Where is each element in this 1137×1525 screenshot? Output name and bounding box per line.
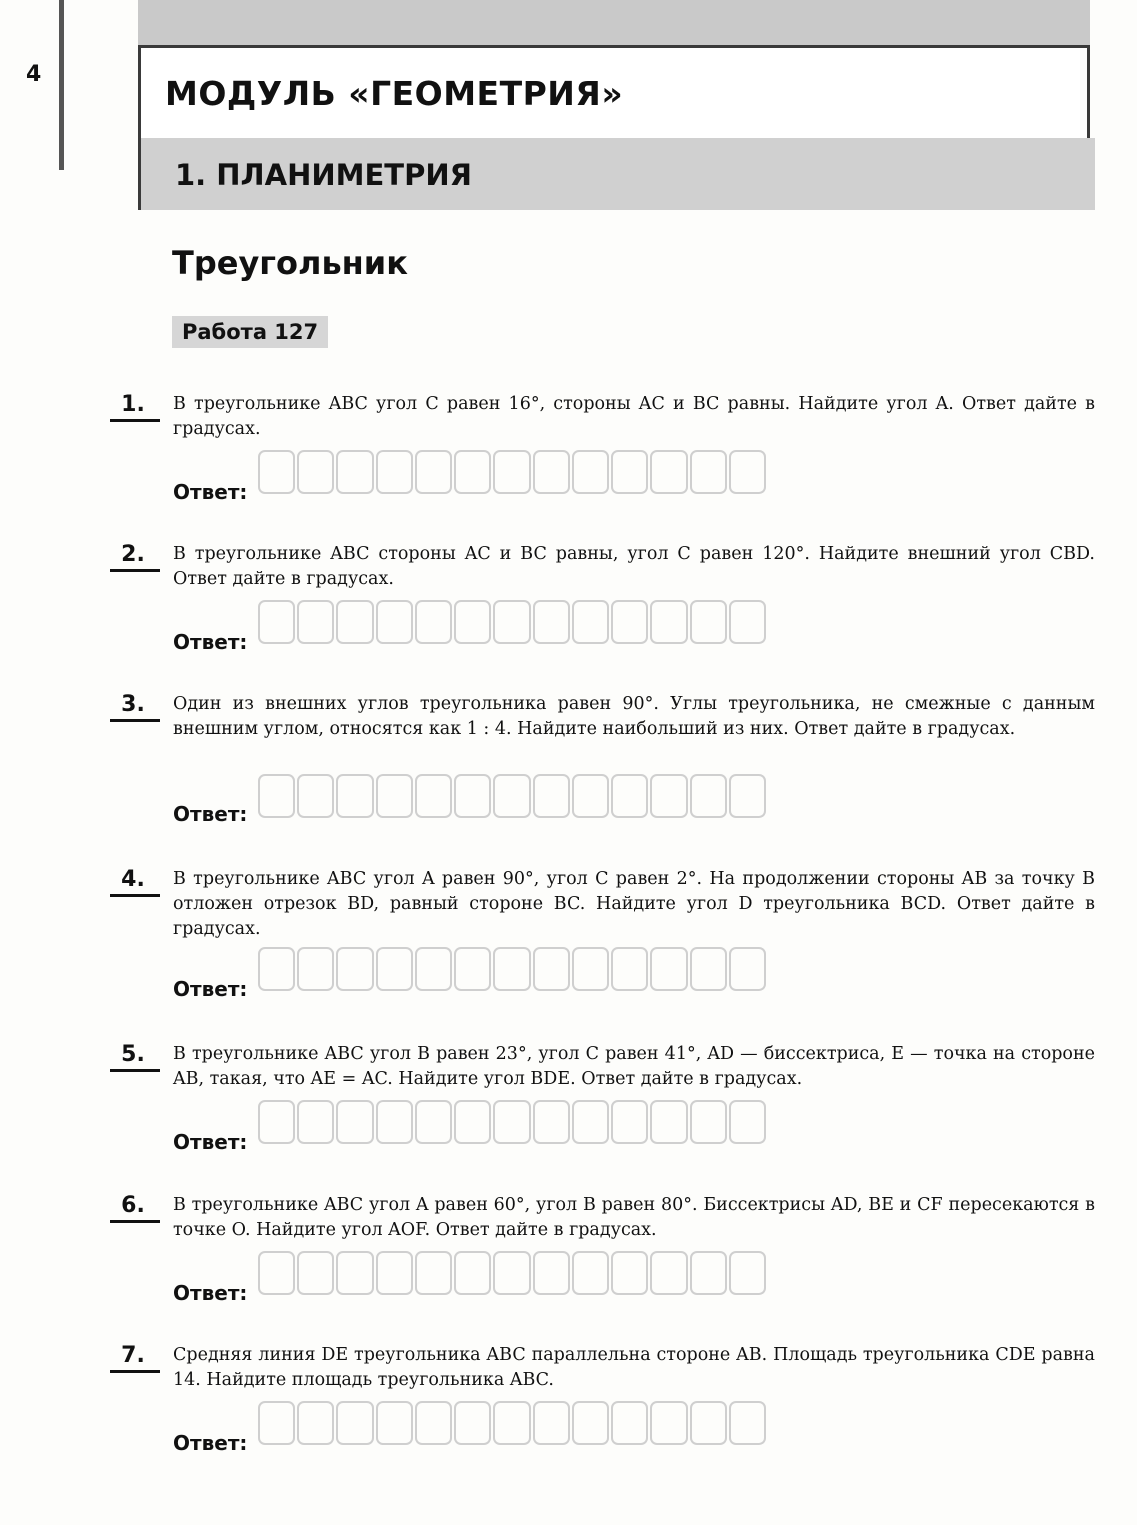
answer-cell[interactable]: [415, 600, 452, 644]
answer-cell[interactable]: [690, 774, 727, 818]
answer-cell[interactable]: [572, 947, 609, 991]
answer-cell[interactable]: [454, 600, 491, 644]
answer-cell[interactable]: [297, 1100, 334, 1144]
answer-cell[interactable]: [258, 600, 295, 644]
problem-text: Один из внешних углов треугольника равен 90°. Углы треугольника, не смежные с данным внешним углом, относятся как 1 : 4. Найдите наибольший из них. Ответ дайте в градусах.: [173, 694, 1095, 739]
answer-cell[interactable]: [454, 1100, 491, 1144]
answer-cell[interactable]: [493, 947, 530, 991]
answer-cell[interactable]: [611, 1401, 648, 1445]
page-number: 4: [26, 62, 42, 87]
answer-label: Ответ:: [173, 480, 248, 504]
answer-cell[interactable]: [297, 1401, 334, 1445]
answer-cell[interactable]: [533, 1251, 570, 1295]
answer-cell[interactable]: [336, 450, 373, 494]
problem: [108, 867, 1098, 1027]
problem-number: 3.: [121, 692, 145, 717]
problem-number-underline: [110, 894, 160, 897]
answer-label: Ответ:: [173, 630, 248, 654]
problem-number-underline: [110, 419, 160, 422]
answer-cell[interactable]: [493, 774, 530, 818]
answer-cell[interactable]: [690, 450, 727, 494]
answer-cell[interactable]: [611, 947, 648, 991]
answer-cell[interactable]: [690, 1100, 727, 1144]
answer-cell[interactable]: [415, 1251, 452, 1295]
answer-label: Ответ:: [173, 1130, 248, 1154]
answer-cell[interactable]: [650, 774, 687, 818]
problem: [108, 692, 1098, 852]
answer-cell[interactable]: [729, 600, 766, 644]
problem-text: Средняя линия DE треугольника ABC параллельна стороне AB. Площадь треугольника CDE равна 14. Найдите площадь треугольника ABC.: [173, 1345, 1095, 1390]
answer-cell[interactable]: [729, 1401, 766, 1445]
answer-cell[interactable]: [336, 1401, 373, 1445]
answer-cell[interactable]: [454, 774, 491, 818]
problem-number-underline: [110, 719, 160, 722]
answer-cell[interactable]: [454, 450, 491, 494]
problem-text: В треугольнике ABC угол B равен 23°, угол C равен 41°, AD — биссектриса, E — точка на стороне AB, такая, что AE = AC. Найдите угол BDE. Ответ дайте в градусах.: [173, 1044, 1095, 1089]
answer-cell[interactable]: [258, 774, 295, 818]
answer-cell[interactable]: [336, 774, 373, 818]
answer-cell[interactable]: [454, 1401, 491, 1445]
answer-cell[interactable]: [297, 1251, 334, 1295]
answer-cell[interactable]: [415, 774, 452, 818]
answer-cell[interactable]: [336, 1100, 373, 1144]
module-title: МОДУЛЬ «ГЕОМЕТРИЯ»: [165, 74, 624, 113]
answer-cell[interactable]: [493, 1251, 530, 1295]
answer-cell[interactable]: [297, 947, 334, 991]
answer-cell[interactable]: [258, 450, 295, 494]
header-shade: [138, 0, 1090, 48]
answer-cell[interactable]: [611, 774, 648, 818]
answer-cell[interactable]: [650, 1401, 687, 1445]
answer-cell[interactable]: [729, 1100, 766, 1144]
answer-cell[interactable]: [690, 947, 727, 991]
answer-cell[interactable]: [258, 1251, 295, 1295]
answer-label: Ответ:: [173, 1281, 248, 1305]
problem: [108, 542, 1098, 682]
answer-cell[interactable]: [533, 1401, 570, 1445]
problem-number-underline: [110, 569, 160, 572]
answer-cell[interactable]: [690, 1251, 727, 1295]
answer-cell[interactable]: [650, 947, 687, 991]
answer-cell[interactable]: [336, 1251, 373, 1295]
problem-number: 5.: [121, 1042, 145, 1067]
answer-label: Ответ:: [173, 977, 248, 1001]
answer-cell[interactable]: [415, 947, 452, 991]
problem: [108, 392, 1098, 532]
answer-cell[interactable]: [690, 1401, 727, 1445]
answer-field[interactable]: [258, 774, 768, 818]
answer-cell[interactable]: [258, 947, 295, 991]
answer-cell[interactable]: [336, 600, 373, 644]
answer-cell[interactable]: [533, 947, 570, 991]
answer-cell[interactable]: [533, 600, 570, 644]
answer-cell[interactable]: [572, 1401, 609, 1445]
problem-number: 6.: [121, 1193, 145, 1218]
problem-number-underline: [110, 1370, 160, 1373]
answer-cell[interactable]: [533, 774, 570, 818]
answer-cell[interactable]: [572, 774, 609, 818]
answer-field[interactable]: [258, 947, 768, 991]
answer-cell[interactable]: [611, 1100, 648, 1144]
answer-cell[interactable]: [650, 600, 687, 644]
answer-cell[interactable]: [297, 774, 334, 818]
answer-cell[interactable]: [493, 1100, 530, 1144]
answer-cell[interactable]: [572, 1251, 609, 1295]
problem: [108, 1042, 1098, 1182]
answer-cell[interactable]: [729, 774, 766, 818]
answer-cell[interactable]: [729, 1251, 766, 1295]
answer-cell[interactable]: [690, 600, 727, 644]
answer-cell[interactable]: [454, 1251, 491, 1295]
answer-cell[interactable]: [376, 450, 413, 494]
answer-cell[interactable]: [572, 450, 609, 494]
answer-field[interactable]: [258, 1401, 768, 1445]
answer-cell[interactable]: [493, 1401, 530, 1445]
answer-cell[interactable]: [493, 600, 530, 644]
answer-cell[interactable]: [376, 600, 413, 644]
problem-number: 7.: [121, 1343, 145, 1368]
answer-cell[interactable]: [415, 450, 452, 494]
problem: [108, 1193, 1098, 1333]
problem: [108, 1343, 1098, 1483]
answer-cell[interactable]: [376, 1251, 413, 1295]
answer-cell[interactable]: [650, 1251, 687, 1295]
answer-label: Ответ:: [173, 1431, 248, 1455]
answer-cell[interactable]: [650, 450, 687, 494]
problem-number-underline: [110, 1069, 160, 1072]
answer-cell[interactable]: [572, 1100, 609, 1144]
section-title: 1. ПЛАНИМЕТРИЯ: [175, 158, 472, 192]
topic-heading: Треугольник: [172, 244, 408, 282]
answer-cell[interactable]: [376, 1401, 413, 1445]
answer-cell[interactable]: [336, 947, 373, 991]
problem-number: 2.: [121, 542, 145, 567]
problem-number: 4.: [121, 867, 145, 892]
answer-field[interactable]: [258, 1100, 768, 1144]
work-label: Работа 127: [172, 316, 328, 348]
answer-cell[interactable]: [376, 1100, 413, 1144]
answer-cell[interactable]: [611, 1251, 648, 1295]
answer-cell[interactable]: [415, 1401, 452, 1445]
answer-cell[interactable]: [258, 1401, 295, 1445]
answer-cell[interactable]: [297, 450, 334, 494]
answer-cell[interactable]: [533, 450, 570, 494]
answer-cell[interactable]: [729, 947, 766, 991]
problem-number-underline: [110, 1220, 160, 1223]
answer-cell[interactable]: [376, 947, 413, 991]
answer-label: Ответ:: [173, 802, 248, 826]
answer-field[interactable]: [258, 450, 768, 494]
answer-cell[interactable]: [415, 1100, 452, 1144]
answer-field[interactable]: [258, 1251, 768, 1295]
answer-cell[interactable]: [454, 947, 491, 991]
margin-bar: [59, 0, 64, 170]
answer-cell[interactable]: [258, 1100, 295, 1144]
answer-cell[interactable]: [572, 600, 609, 644]
section-band: [138, 138, 1095, 210]
answer-cell[interactable]: [611, 600, 648, 644]
problem-text: В треугольнике ABC угол A равен 90°, угол C равен 2°. На продолжении стороны AB за точку B отложен отрезок BD, равный стороне BC. Найдите угол D треугольника BCD. Ответ дайте в градусах.: [173, 869, 1095, 939]
answer-cell[interactable]: [297, 600, 334, 644]
answer-cell[interactable]: [376, 774, 413, 818]
module-title-box: [138, 45, 1090, 141]
answer-field[interactable]: [258, 600, 768, 644]
answer-cell[interactable]: [729, 450, 766, 494]
answer-cell[interactable]: [493, 450, 530, 494]
answer-cell[interactable]: [611, 450, 648, 494]
problem-number: 1.: [121, 392, 145, 417]
problem-text: В треугольнике ABC стороны AC и BC равны, угол C равен 120°. Найдите внешний угол CBD. Ответ дайте в градусах.: [173, 544, 1095, 589]
problem-text: В треугольнике ABC угол A равен 60°, угол B равен 80°. Биссектрисы AD, BE и CF пересекаются в точке O. Найдите угол AOF. Ответ дайте в градусах.: [173, 1195, 1095, 1240]
answer-cell[interactable]: [650, 1100, 687, 1144]
problem-text: В треугольнике ABC угол C равен 16°, стороны AC и BC равны. Найдите угол A. Ответ дайте в градусах.: [173, 394, 1095, 439]
answer-cell[interactable]: [533, 1100, 570, 1144]
